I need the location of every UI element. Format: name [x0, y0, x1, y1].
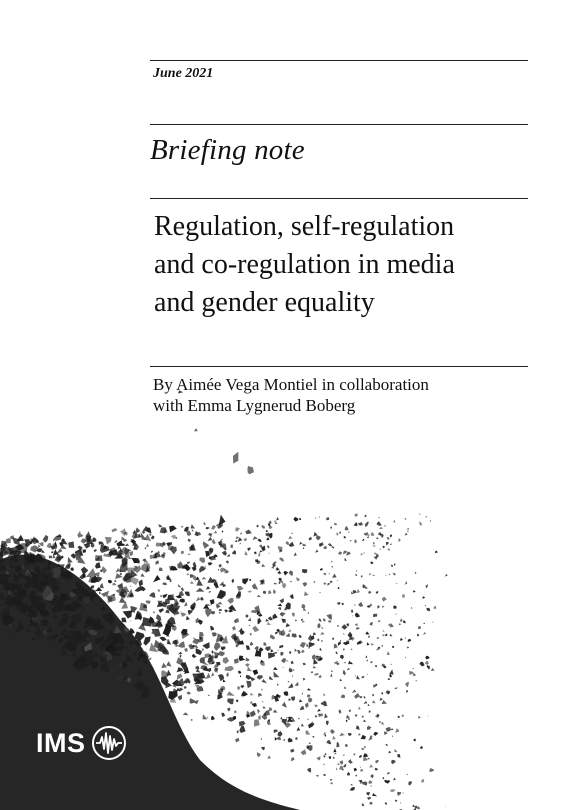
byline — [153, 374, 525, 416]
logo-text: IMS — [36, 727, 86, 758]
byline-line: with Emma Lygnerud Boberg — [153, 396, 356, 415]
waveform-circle-icon — [90, 724, 128, 762]
title-line: and gender equality — [154, 287, 375, 318]
title-line: Regulation, self-regulation — [154, 211, 455, 242]
byline-line: By Aimée Vega Montiel in collaboration — [153, 375, 429, 394]
document-title — [154, 208, 526, 322]
publication-date: June 2021 — [153, 66, 214, 81]
document-label: Briefing note — [150, 134, 305, 166]
title-line: and co-regulation in media — [154, 249, 455, 280]
ims-logo — [36, 724, 128, 762]
